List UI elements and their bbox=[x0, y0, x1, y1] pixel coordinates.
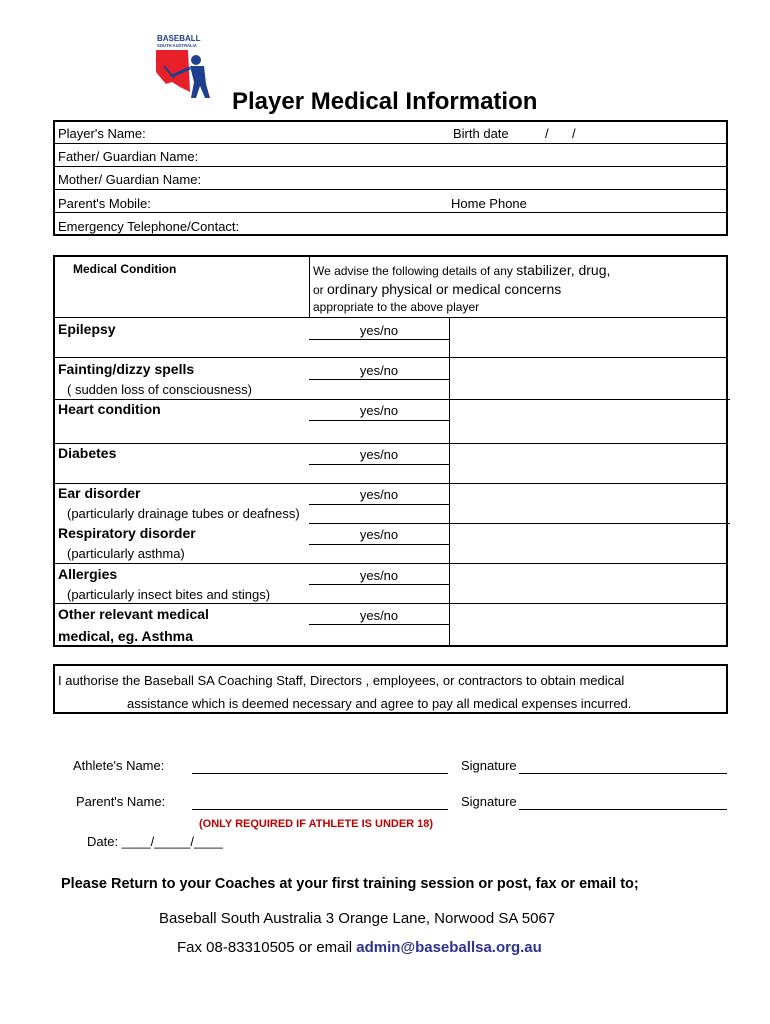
home-phone-label: Home Phone bbox=[451, 196, 527, 211]
fax-text: Fax 08-83310505 or email bbox=[177, 939, 357, 956]
parent-signature-line[interactable] bbox=[519, 809, 727, 810]
birth-date-slash-1: / bbox=[545, 126, 549, 141]
advise-header-part3: appropriate to the above player bbox=[313, 300, 480, 314]
medical-condition-header: Medical Condition bbox=[73, 262, 177, 276]
condition-respiratory-note: (particularly asthma) bbox=[67, 546, 185, 561]
yes-no-allergies[interactable]: yes/no bbox=[359, 568, 399, 583]
condition-epilepsy: Epilepsy bbox=[58, 321, 116, 337]
condition-fainting: Fainting/dizzy spells bbox=[58, 361, 195, 377]
condition-other-line2: medical, eg. Asthma bbox=[58, 628, 193, 644]
yes-no-heart[interactable]: yes/no bbox=[359, 403, 399, 418]
birth-date-slash-2: / bbox=[572, 126, 576, 141]
condition-allergies: Allergies bbox=[58, 566, 118, 582]
email-link[interactable]: admin@baseballsa.org.au bbox=[356, 939, 542, 956]
advise-text-large: stabilizer, drug, bbox=[516, 262, 611, 278]
logo-text-line2: SOUTH AUSTRALIA bbox=[157, 43, 197, 48]
page-title: Player Medical Information bbox=[232, 88, 538, 115]
advise-or: or bbox=[313, 283, 328, 297]
advise-header-part2 bbox=[313, 281, 561, 297]
date-field[interactable]: Date: ____/_____/____ bbox=[87, 834, 223, 849]
player-info-table bbox=[53, 120, 728, 236]
father-guardian-label: Father/ Guardian Name: bbox=[58, 149, 199, 164]
parent-name-label: Parent's Name: bbox=[76, 794, 166, 809]
condition-allergies-note: (particularly insect bites and stings) bbox=[67, 587, 271, 602]
condition-fainting-note: ( sudden loss of consciousness) bbox=[67, 382, 252, 397]
condition-diabetes: Diabetes bbox=[58, 445, 117, 461]
condition-ear-note: (particularly drainage tubes or deafness) bbox=[67, 506, 300, 521]
advise-header-part1 bbox=[313, 262, 610, 278]
athlete-signature-line[interactable] bbox=[519, 773, 727, 774]
athlete-signature-label: Signature bbox=[461, 758, 517, 773]
authorisation-line1: I authorise the Baseball SA Coaching Staff, Directors , employees, or contractors to obtain medical bbox=[58, 673, 625, 688]
mother-guardian-label: Mother/ Guardian Name: bbox=[58, 172, 202, 187]
yes-no-other[interactable]: yes/no bbox=[359, 608, 399, 623]
yes-no-fainting[interactable]: yes/no bbox=[359, 363, 399, 378]
authorisation-line2: assistance which is deemed necessary and agree to pay all medical expenses incurred. bbox=[127, 696, 632, 711]
authorisation-box bbox=[53, 664, 728, 714]
yes-no-ear[interactable]: yes/no bbox=[359, 487, 399, 502]
condition-other: Other relevant medical bbox=[58, 606, 209, 622]
logo-text-line1: BASEBALL bbox=[157, 34, 201, 43]
birth-date-label: Birth date bbox=[453, 126, 509, 141]
athlete-name-label: Athlete's Name: bbox=[73, 758, 165, 773]
yes-no-epilepsy[interactable]: yes/no bbox=[359, 323, 399, 338]
under-18-note: (ONLY REQUIRED IF ATHLETE IS UNDER 18) bbox=[199, 818, 434, 830]
yes-no-respiratory[interactable]: yes/no bbox=[359, 527, 399, 542]
condition-respiratory: Respiratory disorder bbox=[58, 525, 196, 541]
advise-text: We advise the following details of any bbox=[313, 264, 517, 278]
return-instructions: Please Return to your Coaches at your first training session or post, fax or email to; bbox=[61, 876, 639, 892]
athlete-name-line[interactable] bbox=[192, 773, 448, 774]
fax-email-line bbox=[177, 939, 542, 956]
address: Baseball South Australia 3 Orange Lane, Norwood SA 5067 bbox=[159, 910, 556, 927]
yes-no-diabetes[interactable]: yes/no bbox=[359, 447, 399, 462]
parent-signature-label: Signature bbox=[461, 794, 517, 809]
parent-name-line[interactable] bbox=[192, 809, 448, 810]
parents-mobile-label: Parent's Mobile: bbox=[58, 196, 151, 211]
players-name-label: Player's Name: bbox=[58, 126, 146, 141]
condition-heart: Heart condition bbox=[58, 401, 161, 417]
advise-concerns: ordinary physical or medical concerns bbox=[327, 281, 562, 297]
medical-condition-table bbox=[53, 255, 728, 647]
condition-ear: Ear disorder bbox=[58, 485, 141, 501]
emergency-contact-label: Emergency Telephone/Contact: bbox=[58, 219, 240, 234]
